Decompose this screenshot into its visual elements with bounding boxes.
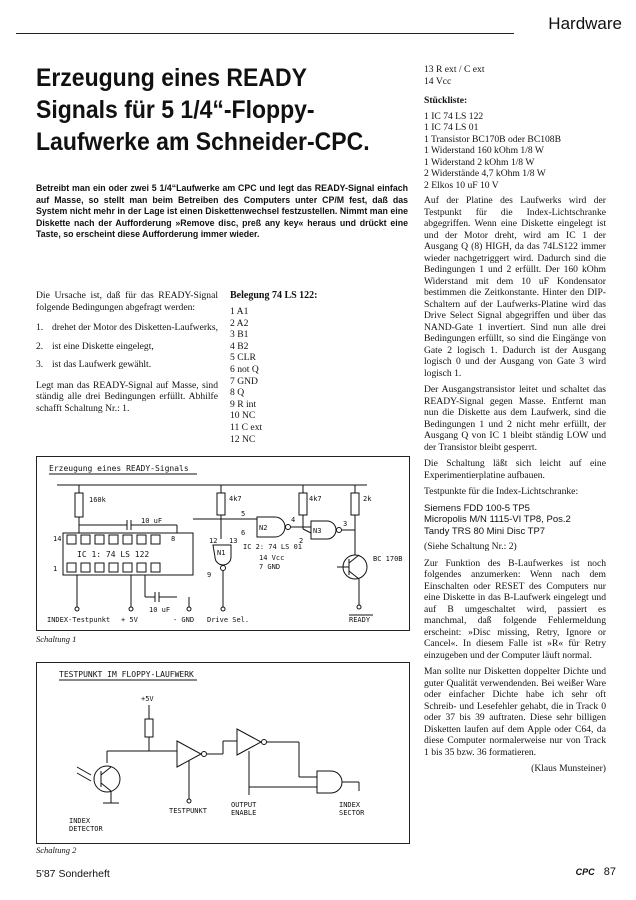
gnd-label: - GND: [173, 616, 195, 624]
pin-label: 4: [291, 516, 296, 524]
c2-label: 10 uF: [149, 606, 171, 614]
detector-label: DETECTOR: [69, 825, 103, 833]
drive-item: Tandy TRS 80 Mini Disc TP7: [424, 525, 546, 537]
author: (Klaus Munsteiner): [531, 763, 606, 774]
pin-item: 1 A1: [230, 306, 249, 317]
issue-label: 5'87 Sonderheft: [36, 868, 110, 880]
pin-item: 4 B2: [230, 340, 249, 352]
pin-item: 11 C ext: [230, 421, 263, 433]
gnd-pin-label: 7 GND: [259, 563, 281, 571]
list-item: 2. ist eine Diskette eingelegt,: [36, 340, 154, 352]
article-title: [36, 62, 376, 158]
paragraph: Man sollte nur Disketten doppelter Dichte und guter Qualität verwendenden. Bei weißer Ware oder einfacher Dichte habe ich sehr oft Schreib- und Lesefehler gehabt, die in Track 0 oder 37 bis 39 auftraten. Diese sehr billigen Disketten laufen auf dem Apple oder C64, da diese Computer normalerweise nur von Track 1 bis 35 bzw. 36 formatieren.: [424, 666, 606, 758]
column-2: [424, 64, 606, 775]
pin-label: 13: [229, 537, 238, 545]
parts-item: 1 IC 74 LS 01: [424, 122, 479, 133]
paragraph: Auf der Platine des Laufwerks wird der Testpunkt für die Index-Lichtschranke abgegriffen. Wenn eine Diskette eingelegt ist und der Motor dreht, wird am IC 1 der Ausgang Q (8) HIGH, da das 74LS122 immer wieder nachgetriggert wird. Dadurch sind die Bedingungen 1 und 2 erfüllt. Der 160 kOhm Widerstand mit dem 10 uF Kondensator bestimmen die Zeitkonstante. Hinter den DIP-Schaltern auf der Laufwerks-Platine wird das Drive Select Signal abgegriffen und über das NAND-Gate 1 invertiert. Sind nun alle drei Bedingungen erfüllt, so sind die Eingänge von Gate 2 logisch 1. Dadurch ist der Ausgang logisch 0 und der Ausgang von Gate 3 wird logisch 1.: [424, 195, 606, 379]
transistor-label: BC 170B: [373, 555, 403, 563]
index-sector-label: INDEX: [339, 801, 361, 809]
conditions-list: [36, 322, 218, 371]
enable-label: ENABLE: [231, 809, 257, 817]
title-line-2: Signals für 5 1/4“-Floppy-: [36, 96, 315, 124]
diagram-title: Erzeugung eines READY-Signals: [49, 464, 189, 473]
output-label: OUTPUT: [231, 801, 257, 809]
paragraph: Testpunkte für die Index-Lichtschranke:: [424, 486, 579, 497]
parts-item: 1 IC 74 LS 122: [424, 110, 484, 122]
parts-item: 1 Widerstand 2 kOhm 1/8 W: [424, 156, 535, 168]
paragraph: (Siehe Schaltung Nr.: 2): [424, 541, 517, 552]
list-item: 1. drehet der Motor des Disketten-Laufwerks,: [36, 322, 218, 333]
list-item: 3. ist das Laufwerk gewählt.: [36, 359, 152, 370]
ic1-label: IC 1: 74 LS 122: [77, 550, 150, 559]
paragraph: Zur Funktion des B-Laufwerkes ist noch folgendes anzumerken: Wenn nach dem Einschalten oder RESET des Computers nur eine Diskette in das B-Laufwerk eingelegt und auf B umgeschaltet wird, passiert es manchmal, daß folgende Fehlermeldung erscheint: »Disc missing, Retry, Ignore or Cancel«. In diesem Falle ist »R« für Retry einzugeben und der Computer läuft normal.: [424, 557, 606, 661]
title-line-3: Laufwerke am Schneider-CPC.: [36, 128, 370, 156]
r4-label: 2k: [363, 495, 372, 503]
page-number: 87: [603, 866, 616, 878]
paragraph: Die Schaltung läßt sich leicht auf eine Experimentierplatine aufbauen.: [424, 458, 606, 481]
pin-item: 2 A2: [230, 317, 249, 329]
circuit-diagram-2: [36, 662, 410, 844]
pin-item: 3 B1: [230, 329, 249, 341]
pin-label: 9: [207, 571, 212, 579]
vcc-label: 14 Vcc: [259, 554, 285, 562]
r3-label: 4k7: [309, 495, 322, 503]
c1-label: 10 uF: [141, 517, 163, 525]
pin-label: 3: [343, 520, 348, 528]
section-header: Hardware: [548, 14, 622, 33]
header-rule: [16, 33, 514, 34]
r1-label: 160k: [89, 496, 106, 504]
pin-item: 14 Vcc: [424, 75, 452, 87]
pin-label: 5: [241, 510, 246, 518]
intro-paragraph: Die Ursache ist, daß für das READY-Signal folgende Bedingungen abgefragt werden:: [36, 290, 218, 313]
parts-item: 1 Widerstand 160 kOhm 1/8 W: [424, 145, 544, 156]
parts-item: 2 Elkos 10 uF 10 V: [424, 179, 499, 191]
pin-item: 5 CLR: [230, 352, 256, 364]
title-line-1: Erzeugung eines READY: [36, 64, 307, 92]
n2-label: N2: [259, 524, 268, 532]
n3-label: N3: [313, 527, 322, 535]
caption-2: Schaltung 2: [36, 845, 77, 855]
pin-assignment: [230, 290, 410, 445]
lead-paragraph: Betreibt man ein oder zwei 5 1/4“Laufwerke am CPC und legt das READY-Signal einfach auf Masse, so stellt man beim Betreiben des Computers unter CP/M fest, daß das System nicht mehr in der Lage ist einen Diskettenwechsel festzustellen. Nimmt man eine Diskette nach der Aufforderung »Remove disc, preß any key« heraus und drückt eine Taste, so erscheint diese Aufforderung immer wieder.: [36, 183, 408, 239]
pin-item: 10 NC: [230, 410, 256, 422]
pin-item: 7 GND: [230, 375, 258, 387]
sector-label: SECTOR: [339, 809, 365, 817]
pin-item: 9 R int: [230, 398, 257, 410]
pin-item: 6 not Q: [230, 363, 259, 375]
n1-label: N1: [217, 549, 226, 557]
pin-label: 12: [209, 537, 218, 545]
circuit-diagram-1: [36, 456, 410, 631]
plus5v-label: + 5V: [121, 616, 138, 624]
cpc-logo: CPC: [575, 867, 595, 877]
pin-label: 8: [171, 535, 176, 543]
pin-label: 6: [241, 529, 246, 537]
caption-1: Schaltung 1: [36, 634, 77, 644]
drive-item: Siemens FDD 100-5 TP5: [424, 502, 530, 514]
pin-item: 12 NC: [230, 433, 256, 445]
drive-select-label: Drive Sel.: [207, 616, 250, 624]
parts-item: 1 Transistor BC170B oder BC108B: [424, 133, 562, 145]
r2-label: 4k7: [229, 495, 242, 503]
ready-label: READY: [349, 616, 371, 624]
index-label: INDEX-Testpunkt: [47, 616, 111, 624]
index-detector-label: INDEX: [69, 817, 91, 825]
outro-paragraph: Legt man das READY-Signal auf Masse, sind ständig alle drei Bedingungen erfüllt. Abhilfe schafft Schaltung Nr.: 1.: [36, 379, 218, 414]
pin-item: 8 Q: [230, 387, 245, 399]
column-1: [36, 290, 218, 423]
drive-item: Micropolis M/N 1115-VI TP8, Pos.2: [424, 514, 571, 525]
testpunkt-label: TESTPUNKT: [169, 807, 207, 815]
pin-label: 1: [53, 565, 58, 573]
pin-label: 2: [299, 537, 304, 545]
parts-item: 2 Widerstände 4,7 kOhm 1/8 W: [424, 168, 546, 179]
page-footer: [576, 866, 616, 878]
plus5v-label: +5V: [141, 695, 154, 703]
parts-heading: Stückliste:: [424, 95, 468, 106]
paragraph: Der Ausgangstransistor leitet und schaltet das READY-Signal gegen Masse. Entfernt man nun die Diskette aus dem Laufwerk, sind die Bedingungen 1 und 2 nicht mehr erfüllt, der Ausgang Q von IC 1 bleibt ständig LOW und der Transistor bleibt gesperrt.: [424, 384, 606, 453]
pin-label: 14: [53, 535, 62, 543]
ic2-label: IC 2: 74 LS 01: [243, 543, 303, 551]
pin-item: 13 R ext / C ext: [424, 64, 485, 75]
pin-heading: Belegung 74 LS 122:: [230, 290, 318, 301]
diagram-title: TESTPUNKT IM FLOPPY-LAUFWERK: [59, 670, 194, 679]
